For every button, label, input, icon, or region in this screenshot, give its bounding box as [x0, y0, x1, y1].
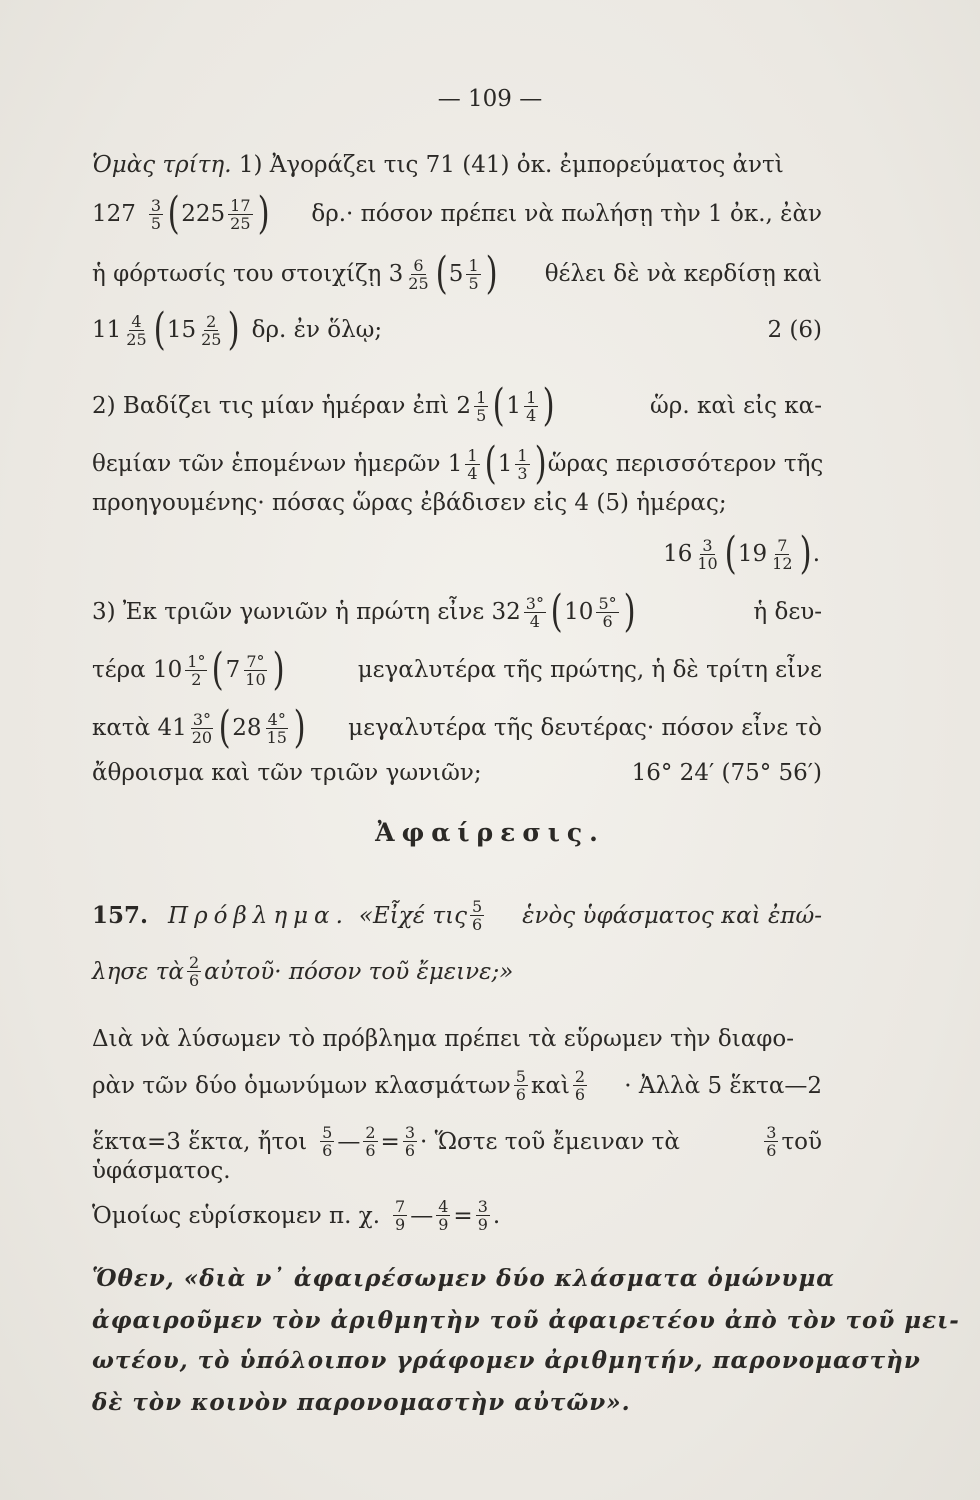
exercise-line-1 [92, 150, 822, 180]
text: ἡ δευ- [753, 599, 822, 625]
problem-line-4 [92, 1068, 822, 1103]
fraction: 1 4 [467, 445, 478, 483]
text: 15 [166, 317, 197, 343]
fraction: 4° 15 [266, 709, 287, 747]
rule-line-2: ἀφαιροῦμεν τὸν ἀριθμητὴν τοῦ ἀφαιρετέου ἀπὸ τὸν τοῦ μει- [92, 1307, 960, 1334]
exercise-line-6 [92, 438, 824, 489]
expr [92, 1068, 590, 1103]
problem-line-1 [92, 898, 822, 933]
text: λησε τὰ [92, 958, 184, 985]
fraction: 5° 6 [598, 593, 617, 631]
text: δρ. ἐν ὅλῳ; [251, 317, 383, 343]
exercise-line-7: προηγουμένης· πόσας ὥρας ἐβάδισεν εἰς 4 (5) ἡμέρας; [92, 490, 727, 516]
text: · Ἀλλὰ 5 ἕκτα—2 [624, 1072, 822, 1099]
text: 225 [181, 201, 226, 227]
fraction: 2 25 [201, 311, 222, 349]
expr: ἡ φόρτωσίς του στοιχίζῃ 3 6 25 ( 5 1 5 ) [92, 248, 498, 299]
expr: κατὰ 41 3° 20 ( 28 4° 15 ) [92, 702, 306, 753]
fraction: $\frac{2}{6}$ [365, 1123, 376, 1160]
problem-number: 157. [92, 901, 149, 929]
text: 11 [92, 317, 122, 343]
page-number: — 109 — [437, 86, 543, 112]
text: 1 [497, 451, 513, 477]
fraction: 3 5 [150, 195, 162, 233]
problem-label: Πρόβλημα. [168, 902, 349, 929]
text: μεγαλυτέρα τῆς δευτέρας· πόσον εἶνε τὸ [348, 715, 822, 741]
fraction: $\frac{3}{9}$ [477, 1197, 488, 1234]
text: Ὁμοίως εὑρίσκομεν π. χ. [92, 1202, 381, 1229]
section-title: Ἀφαίρεσις. [375, 818, 605, 847]
fraction: 5 6 [515, 1067, 526, 1104]
text: 1 [506, 393, 522, 419]
text: = [453, 1202, 473, 1229]
text: τέρα 10 [92, 657, 183, 683]
fraction: 3 6 [766, 1123, 777, 1160]
expr [92, 898, 487, 933]
fraction: 1 3 [517, 445, 528, 483]
text: . [812, 541, 820, 567]
problem-line-7 [92, 1198, 822, 1233]
fraction: 7° 10 [245, 651, 266, 689]
expr [92, 1124, 680, 1159]
fraction: 1 4 [526, 387, 537, 425]
text: καὶ [530, 1072, 570, 1099]
text: 1) Ἀγοράζει τις 71 (41) ὀκ. ἐμπορεύματος ἀντὶ [238, 152, 784, 178]
text: 2) Βαδίζει τις μίαν ἡμέραν ἐπὶ 2 [92, 393, 472, 419]
text: ὥρας περισσότερον τῆς [547, 451, 824, 477]
fraction: 5 6 [322, 1123, 333, 1160]
fraction: 1 5 [468, 255, 479, 293]
expr: 127 3 5 ( 225 17 25 ) [92, 188, 270, 239]
expr [92, 954, 822, 989]
problem-line-3: Διὰ νὰ λύσωμεν τὸ πρόβλημα πρέπει τὰ εὕρωμεν τὴν διαφο- [92, 1026, 795, 1052]
fraction: 7 12 [772, 535, 793, 573]
expr: 2) Βαδίζει τις μίαν ἡμέραν ἐπὶ 2 1 5 ( 1 1 4 ) [92, 380, 555, 431]
exercise-line-9 [92, 586, 822, 637]
exercise-line-10 [92, 644, 822, 695]
text: — [410, 1202, 434, 1229]
text: δρ.· πόσον πρέπει νὰ πωλήσῃ τὴν 1 ὀκ., ἐὰν [311, 201, 822, 227]
fraction: 4 25 [126, 311, 147, 349]
fraction: 2 6 [574, 1067, 586, 1104]
text: 16 [663, 541, 693, 567]
exercise-line-5 [92, 380, 822, 431]
text: κατὰ 41 [92, 715, 187, 741]
text: τοῦ [781, 1128, 822, 1155]
fraction: $\frac{3}{6}$ [404, 1123, 415, 1160]
text: ἄθροισμα καὶ τῶν τριῶν γωνιῶν; [92, 760, 482, 786]
fraction: 2 6 [188, 953, 200, 990]
text: 127 [92, 201, 136, 227]
text: . [492, 1202, 501, 1229]
expr: θεμίαν τῶν ἑπομένων ἡμερῶν 1 1 4 ( 1 1 3 ) [92, 438, 547, 489]
text: ἡ φόρτωσίς του στοιχίζῃ 3 [92, 261, 404, 287]
text: 19 [737, 541, 768, 567]
expr: 16 3 10 ( 19 7 12 ) . [663, 528, 820, 579]
text: — [337, 1128, 361, 1155]
text: 7 [225, 657, 241, 683]
text: «Εἶχέ τις [358, 902, 467, 929]
fraction: 7 9 [395, 1197, 406, 1234]
text: θεμίαν τῶν ἑπομένων ἡμερῶν 1 [92, 451, 463, 477]
fraction: 6 25 [408, 255, 429, 293]
rule-line-1: Ὅθεν, «διὰ ν᾿ ἀφαιρέσωμεν δύο κλάσματα ὁμώνυμα [92, 1265, 836, 1292]
problem-line-5 [92, 1124, 822, 1159]
exercise-answer-2 [420, 528, 820, 579]
exercise-line-4 [92, 304, 822, 355]
fraction: 1 5 [476, 387, 487, 425]
fraction: 3° 4 [525, 593, 544, 631]
text: μεγαλυτέρα τῆς πρώτης, ἡ δὲ τρίτη εἶνε [357, 657, 822, 683]
text: 5 [448, 261, 464, 287]
fraction: 5 6 [472, 897, 483, 934]
problem-line-6: ὑφάσματος. [92, 1158, 231, 1184]
text: ἕκτα=3 ἕκτα, ἤτοι [92, 1128, 308, 1155]
text: ρὰν τῶν δύο ὁμωνύμων κλασμάτων [92, 1072, 511, 1099]
text: = [380, 1128, 400, 1155]
rule-line-3: ωτέου, τὸ ὑπόλοιπον γράφομεν ἀριθμητήν, παρονομαστὴν [92, 1347, 921, 1374]
group-heading: Ὁμὰς τρίτη. [92, 152, 232, 178]
expr: τέρα 10 1° 2 ( 7 7° 10 ) [92, 644, 285, 695]
exercise-line-3 [92, 248, 822, 299]
text: 28 [232, 715, 262, 741]
exercise-line-2 [92, 188, 822, 239]
fraction: 3 10 [697, 535, 718, 573]
problem-line-2 [92, 954, 822, 989]
fraction: 3° 20 [191, 709, 213, 747]
expr [92, 1198, 822, 1233]
answer: 2 (6) [767, 317, 822, 343]
exercise-line-12 [92, 758, 822, 788]
expr [761, 1124, 822, 1159]
exercise-line-11 [92, 702, 822, 753]
text: · Ὥστε τοῦ ἔμειναν τὰ [420, 1128, 680, 1155]
expr: 11 4 25 ( 15 2 25 ) δρ. ἐν ὅλῳ; [92, 304, 383, 355]
text: ὥρ. καὶ εἰς κα- [650, 393, 822, 419]
fraction: 17 25 [230, 195, 251, 233]
fraction: $\frac{4}{9}$ [438, 1197, 449, 1234]
expr: 3) Ἐκ τριῶν γωνιῶν ἡ πρώτη εἶνε 32 3° 4 ( 10 5° 6 ) [92, 586, 636, 637]
fraction: 1° 2 [187, 651, 206, 689]
rule-line-4: δὲ τὸν κοινὸν παρονομαστὴν αὐτῶν». [92, 1389, 631, 1416]
text: 3) Ἐκ τριῶν γωνιῶν ἡ πρώτη εἶνε 32 [92, 599, 521, 625]
text: ἑνὸς ὑφάσματος καὶ ἐπώ- [522, 902, 822, 929]
text: θέλει δὲ νὰ κερδίσῃ καὶ [544, 261, 822, 287]
answer: 16° 24′ (75° 56′) [631, 760, 822, 786]
text: αὐτοῦ· πόσον τοῦ ἔμεινε;» [204, 958, 514, 985]
text: 10 [564, 599, 594, 625]
